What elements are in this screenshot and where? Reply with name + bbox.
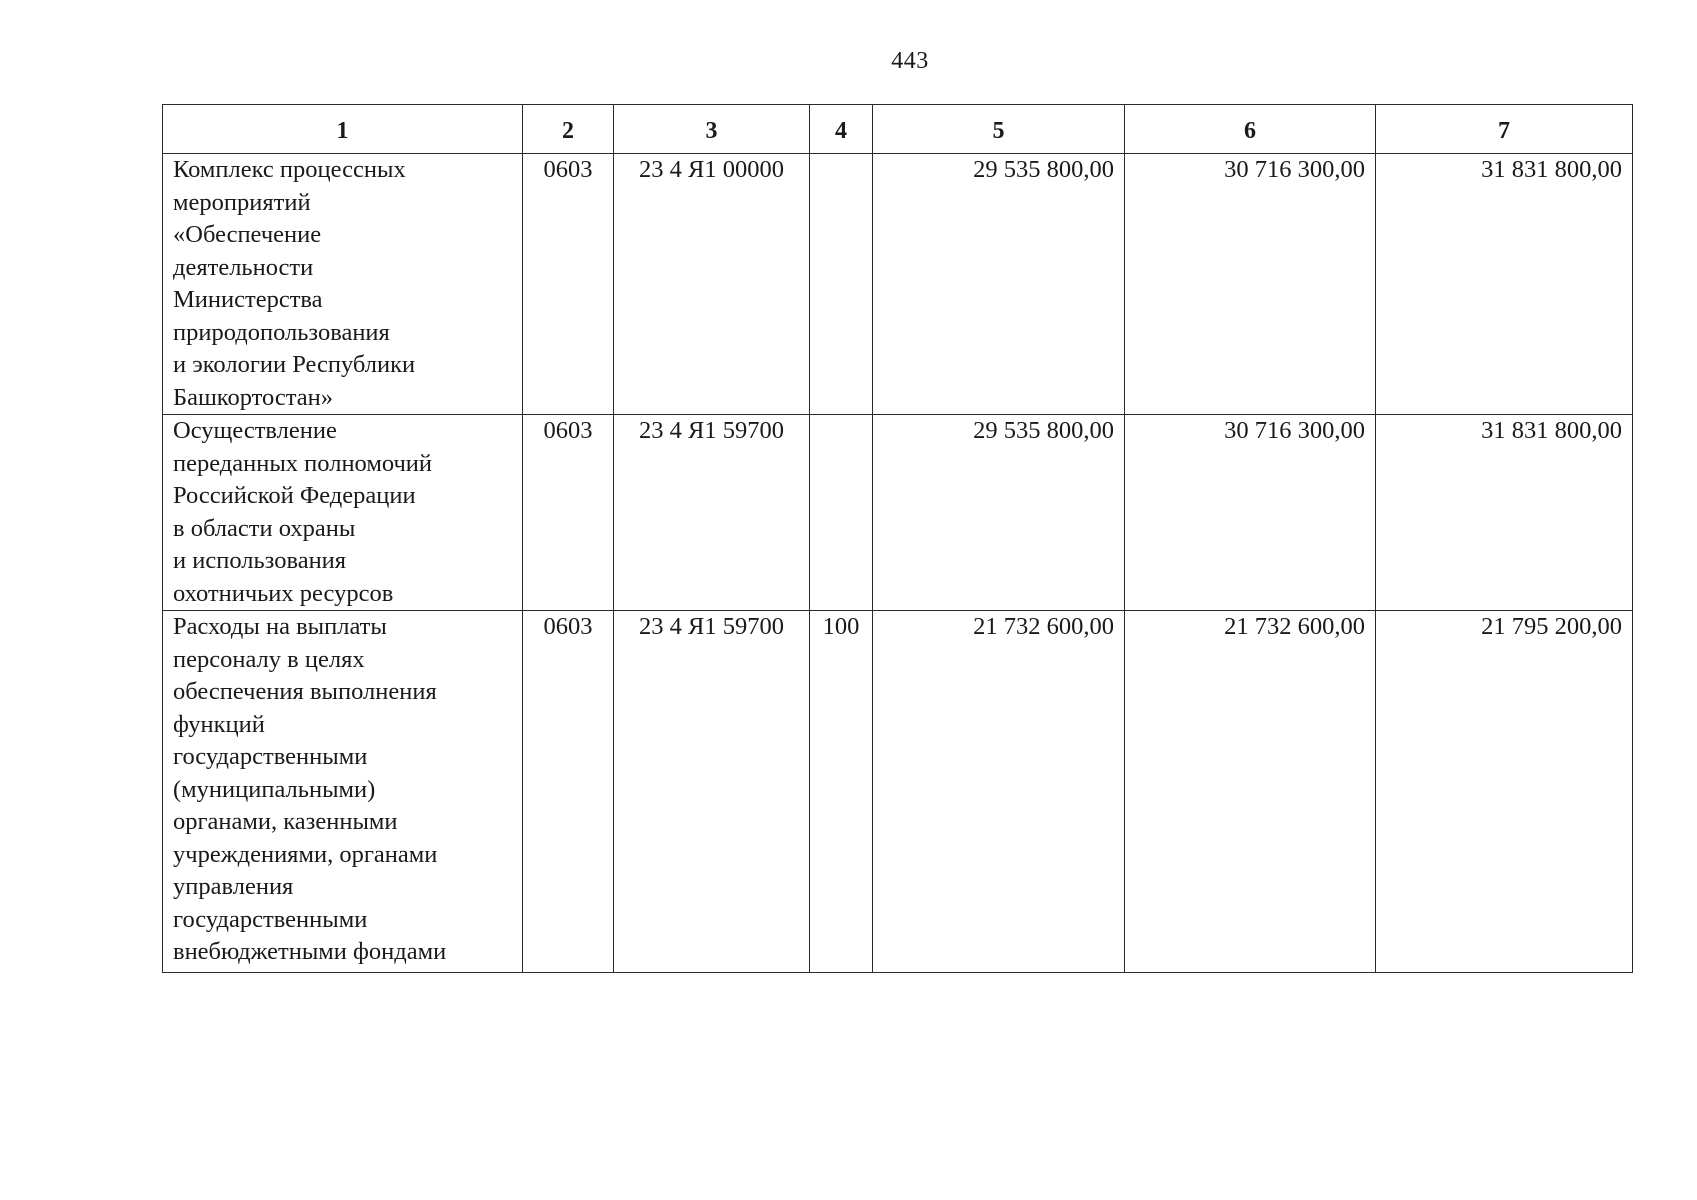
column-header-1: 1 <box>163 105 523 154</box>
row-name-line: государственными <box>173 905 368 933</box>
amount-year-3-cell: 31 831 800,00 <box>1376 154 1633 415</box>
header-row <box>163 105 1633 154</box>
table-header <box>163 105 1633 154</box>
row-name-cell <box>163 611 523 973</box>
amount-year-2-cell: 30 716 300,00 <box>1125 415 1376 611</box>
column-header-2: 2 <box>523 105 614 154</box>
row-name-line: Осуществление <box>173 417 337 444</box>
row-name-line: Российской Федерации <box>173 482 416 509</box>
column-header-5: 5 <box>873 105 1125 154</box>
row-name-line: Комплекс процессных <box>173 156 406 183</box>
row-name-cell <box>163 415 523 611</box>
expense-type-cell <box>810 415 873 611</box>
amount-year-3-cell: 31 831 800,00 <box>1376 415 1633 611</box>
amount-year-2-cell: 30 716 300,00 <box>1125 154 1376 415</box>
row-name-line: «Обеспечение <box>173 221 322 248</box>
amount-year-3-cell: 21 795 200,00 <box>1376 611 1633 973</box>
row-name-line: внебюджетными фондами <box>173 938 447 965</box>
row-name-line: обеспечения выполнения <box>173 678 437 705</box>
table-row <box>163 415 1633 611</box>
target-article-cell: 23 4 Я1 59700 <box>614 415 810 611</box>
row-name-line: переданных полномочий <box>173 449 433 477</box>
row-name-line: Башкортостан» <box>173 383 334 411</box>
table-body <box>163 154 1633 973</box>
target-article-cell: 23 4 Я1 00000 <box>614 154 810 415</box>
row-name-line: природопользования <box>173 318 390 346</box>
column-header-3: 3 <box>614 105 810 154</box>
row-name-cell <box>163 154 523 415</box>
row-name-line: Министерства <box>173 286 323 313</box>
row-name-line: мероприятий <box>173 188 311 216</box>
amount-year-1-cell: 29 535 800,00 <box>873 154 1125 415</box>
page-number: 443 <box>891 48 929 74</box>
section-code-cell: 0603 <box>523 415 614 611</box>
target-article-cell: 23 4 Я1 59700 <box>614 611 810 973</box>
column-header-7: 7 <box>1376 105 1633 154</box>
amount-year-2-cell: 21 732 600,00 <box>1125 611 1376 973</box>
row-name-line: учреждениями, органами <box>173 840 438 868</box>
row-name-line: (муниципальными) <box>173 775 376 803</box>
amount-year-1-cell: 29 535 800,00 <box>873 415 1125 611</box>
row-name-line: Расходы на выплаты <box>173 613 387 640</box>
section-code-cell: 0603 <box>523 611 614 973</box>
column-header-4: 4 <box>810 105 873 154</box>
table-row <box>163 611 1633 973</box>
expense-type-cell: 100 <box>810 611 873 973</box>
expense-type-cell <box>810 154 873 415</box>
table-row <box>163 154 1633 415</box>
row-name-line: охотничьих ресурсов <box>173 579 394 607</box>
section-code-cell: 0603 <box>523 154 614 415</box>
row-name-line: деятельности <box>173 253 314 281</box>
amount-year-1-cell: 21 732 600,00 <box>873 611 1125 973</box>
row-name-line: и использования <box>173 547 347 574</box>
column-header-6: 6 <box>1125 105 1376 154</box>
row-name-line: органами, казенными <box>173 808 398 835</box>
row-name-line: персоналу в целях <box>173 645 365 673</box>
row-name-line: и экологии Республики <box>173 351 416 378</box>
budget-table <box>162 104 1633 973</box>
row-name-line: в области охраны <box>173 514 356 542</box>
row-name-line: государственными <box>173 743 368 770</box>
row-name-line: управления <box>173 873 294 900</box>
row-name-line: функций <box>173 710 265 738</box>
